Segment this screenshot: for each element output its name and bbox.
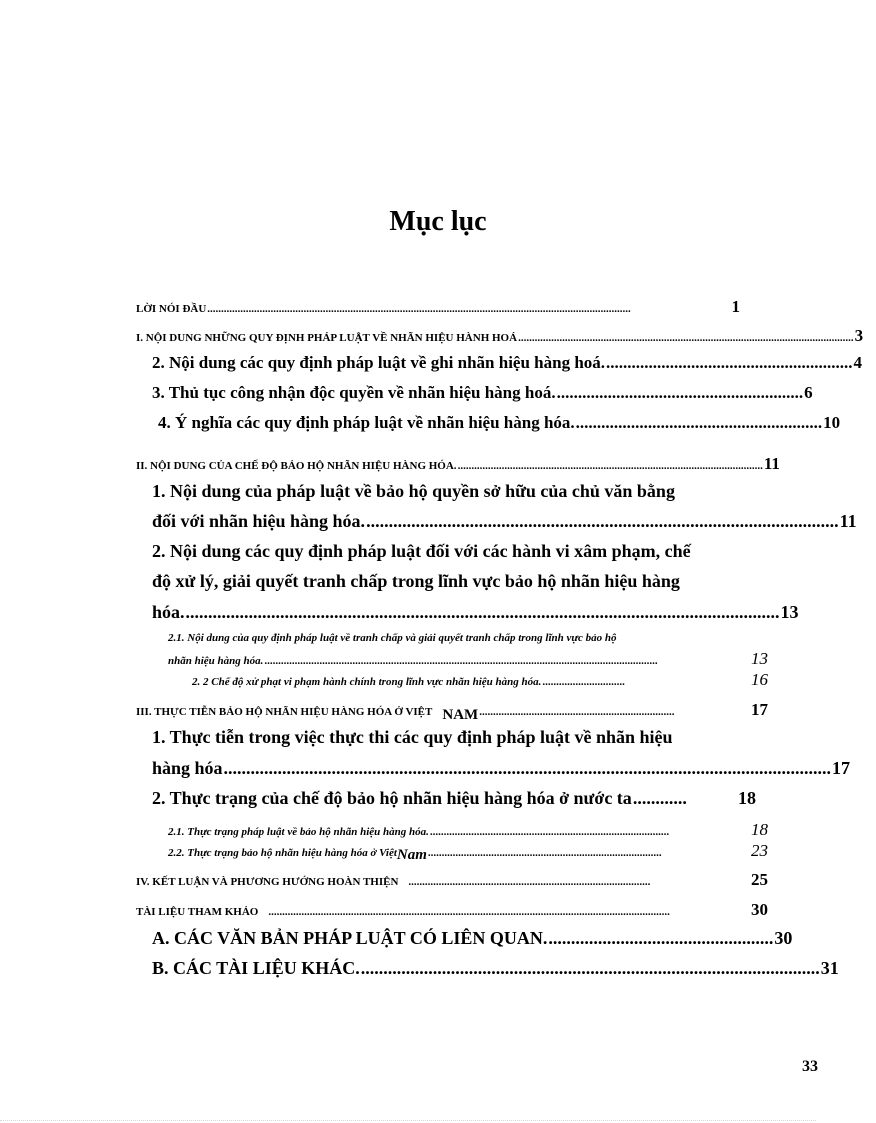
toc-entry-page: 18 (738, 788, 756, 808)
toc-entry-label-line: 1. Nội dung của pháp luật về bảo hộ quyền sở hữu của chủ văn bằng (152, 481, 675, 501)
toc-entry-label: LỜI NÓI ĐẦU (136, 303, 207, 315)
toc-entry-label: A. CÁC VĂN BẢN PHÁP LUẬT CÓ LIÊN QUAN. (152, 928, 548, 948)
toc-entry-label: IV. KẾT LUẬN VÀ PHƯƠNG HƯỚNG HOÀN THIỆN (136, 876, 399, 888)
toc-entry-label: 2.1. Thực trạng pháp luật về bảo hộ nhãn hiệu hàng hóa. (168, 826, 429, 838)
toc-entry-label: 2. Thực trạng của chế độ bảo hộ nhãn hiệu hàng hóa ở nước ta (152, 788, 632, 808)
toc-entry-page: 1 (731, 297, 740, 316)
toc-entry-label: I. NỘI DUNG NHỮNG QUY ĐỊNH PHÁP LUẬT VỀ NHÃN HIỆU HÀNH HOÁ (136, 332, 518, 344)
toc-entry: II. NỘI DUNG CỦA CHẾ ĐỘ BẢO HỘ NHÃN HIỆU HÀNG HÓA. ............................................................................................................... 11 (136, 454, 780, 473)
toc-entry-page: 31 (820, 958, 839, 978)
toc-entry-page: 3 (854, 326, 864, 345)
toc-entry-page: 13 (780, 602, 799, 622)
toc-entry-page: 18 (751, 820, 768, 839)
toc-entry: IV. KẾT LUẬN VÀ PHƯƠNG HƯỚNG HOÀN THIỆN ........................................................................................ 25 (136, 870, 768, 889)
toc-entry: A. CÁC VĂN BẢN PHÁP LUẬT CÓ LIÊN QUAN. .................................................. 30 (152, 928, 793, 948)
toc-entry-label-line: hàng hóa (152, 758, 223, 778)
toc-entry-page: 11 (839, 511, 857, 531)
toc-entry: hàng hóa ....................................................................................................................................... 17 (152, 758, 851, 778)
toc-entry-page: 4 (853, 353, 863, 372)
toc-entry-label-line: nhãn hiệu hàng hóa. (168, 655, 264, 667)
toc-entry-label-line: 2. Nội dung các quy định pháp luật đối với các hành vi xâm phạm, chế (152, 541, 691, 561)
toc-entry: LỜI NÓI ĐẦU .......................................................................................................................................................... 1 (136, 297, 740, 316)
toc-entry: 2. Nội dung các quy định pháp luật về ghi nhãn hiệu hàng hoá. .......................................................... 4 (152, 353, 863, 372)
toc-entry: đối với nhãn hiệu hàng hóa. ......................................................................................................... 11 (152, 511, 857, 531)
toc-entry-label-line: 1. Thực tiễn trong việc thực thi các quy định pháp luật về nhãn hiệu (152, 727, 673, 747)
toc-entry-page: 17 (832, 758, 851, 778)
toc-entry-page: 11 (763, 454, 780, 473)
toc-entry: hóa. .................................................................................................................................... 13 (152, 602, 799, 622)
toc-entry: 2.1. Thực trạng pháp luật về bảo hộ nhãn hiệu hàng hóa. ....................................................................................... 18 (168, 820, 768, 839)
toc-entry-label: 2. Nội dung các quy định pháp luật về ghi nhãn hiệu hàng hoá. (152, 353, 606, 372)
toc-entry-label: 3. Thủ tục công nhận độc quyền về nhãn hiệu hàng hoá. (152, 383, 556, 402)
toc-entry: 2. Thực trạng của chế độ bảo hộ nhãn hiệu hàng hóa ở nước ta ............ 18 (152, 788, 756, 808)
toc-entry-label: B. CÁC TÀI LIỆU KHÁC. (152, 958, 360, 978)
toc-entry-page: 16 (751, 670, 768, 689)
toc-entry-label: III. THỰC TIỄN BẢO HỘ NHÃN HIỆU HÀNG HÓA Ở VIỆT (136, 706, 433, 718)
toc-entry: III. THỰC TIỄN BẢO HỘ NHÃN HIỆU HÀNG HÓA Ở VIỆT NAM ....................................................................... 17 (136, 700, 768, 723)
toc-entry: TÀI LIỆU THAM KHẢO .................................................................................................................................................. 30 (136, 900, 768, 919)
page-number: 33 (802, 1058, 818, 1075)
toc-entry-page: 13 (751, 649, 768, 668)
bottom-divider (0, 1120, 816, 1121)
page-title: Mục lục (389, 206, 487, 237)
toc-entry-label: 2. 2 Chế độ xử phạt vi phạm hành chính trong lĩnh vực nhãn hiệu hàng hóa. (192, 676, 542, 688)
toc-entry-page: 10 (823, 413, 841, 432)
toc-entry-label-line: hóa. (152, 602, 185, 622)
toc-entry-label: TÀI LIỆU THAM KHẢO (136, 906, 259, 918)
toc-entry: I. NỘI DUNG NHỮNG QUY ĐỊNH PHÁP LUẬT VỀ NHÃN HIỆU HÀNH HOÁ .......................................................................................................................... 3 (136, 326, 864, 345)
toc-entry-label-tail: Nam (396, 847, 427, 863)
toc-entry-label: 2.2. Thực trạng bảo hộ nhãn hiệu hàng hóa ở Việt (168, 847, 397, 859)
toc-entry-page: 6 (804, 383, 813, 402)
toc-entry-label-tail: NAM (442, 707, 479, 723)
toc-entry-page: 30 (751, 900, 768, 919)
toc-entry-label-line: 2.1. Nội dung của quy định pháp luật về tranh chấp và giải quyết tranh chấp trong lĩnh vực bảo hộ (168, 632, 617, 644)
toc-entry: nhãn hiệu hàng hóa. ............................................................................................................................................... 13 (168, 649, 768, 668)
toc-entry-label-line: đối với nhãn hiệu hàng hóa. (152, 511, 366, 531)
toc-entry-label: II. NỘI DUNG CỦA CHẾ ĐỘ BẢO HỘ NHÃN HIỆU HÀNG HÓA. (136, 460, 457, 472)
toc-entry: B. CÁC TÀI LIỆU KHÁC. ...................................................................................................... 31 (152, 958, 839, 978)
toc-entry-label-line: độ xử lý, giải quyết tranh chấp trong lĩnh vực bảo hộ nhãn hiệu hàng (152, 571, 680, 591)
toc-entry: 2. 2 Chế độ xử phạt vi phạm hành chính trong lĩnh vực nhãn hiệu hàng hóa. .............................. 16 (192, 670, 768, 689)
toc-entry-page: 17 (751, 700, 768, 719)
toc-entry-page: 25 (751, 870, 768, 889)
toc-entry: 4. Ý nghĩa các quy định pháp luật về nhãn hiệu hàng hóa. .......................................................... 10 (158, 413, 841, 432)
toc-entry-page: 23 (751, 841, 768, 860)
toc-entry: 2.2. Thực trạng bảo hộ nhãn hiệu hàng hóa ở Việt Nam ..................................................................................... 23 (168, 841, 768, 863)
toc-entry: 3. Thủ tục công nhận độc quyền về nhãn hiệu hàng hoá. .......................................................... 6 (152, 383, 813, 402)
toc-entry-label: 4. Ý nghĩa các quy định pháp luật về nhãn hiệu hàng hóa. (158, 413, 575, 432)
toc-entry-page: 30 (774, 928, 793, 948)
